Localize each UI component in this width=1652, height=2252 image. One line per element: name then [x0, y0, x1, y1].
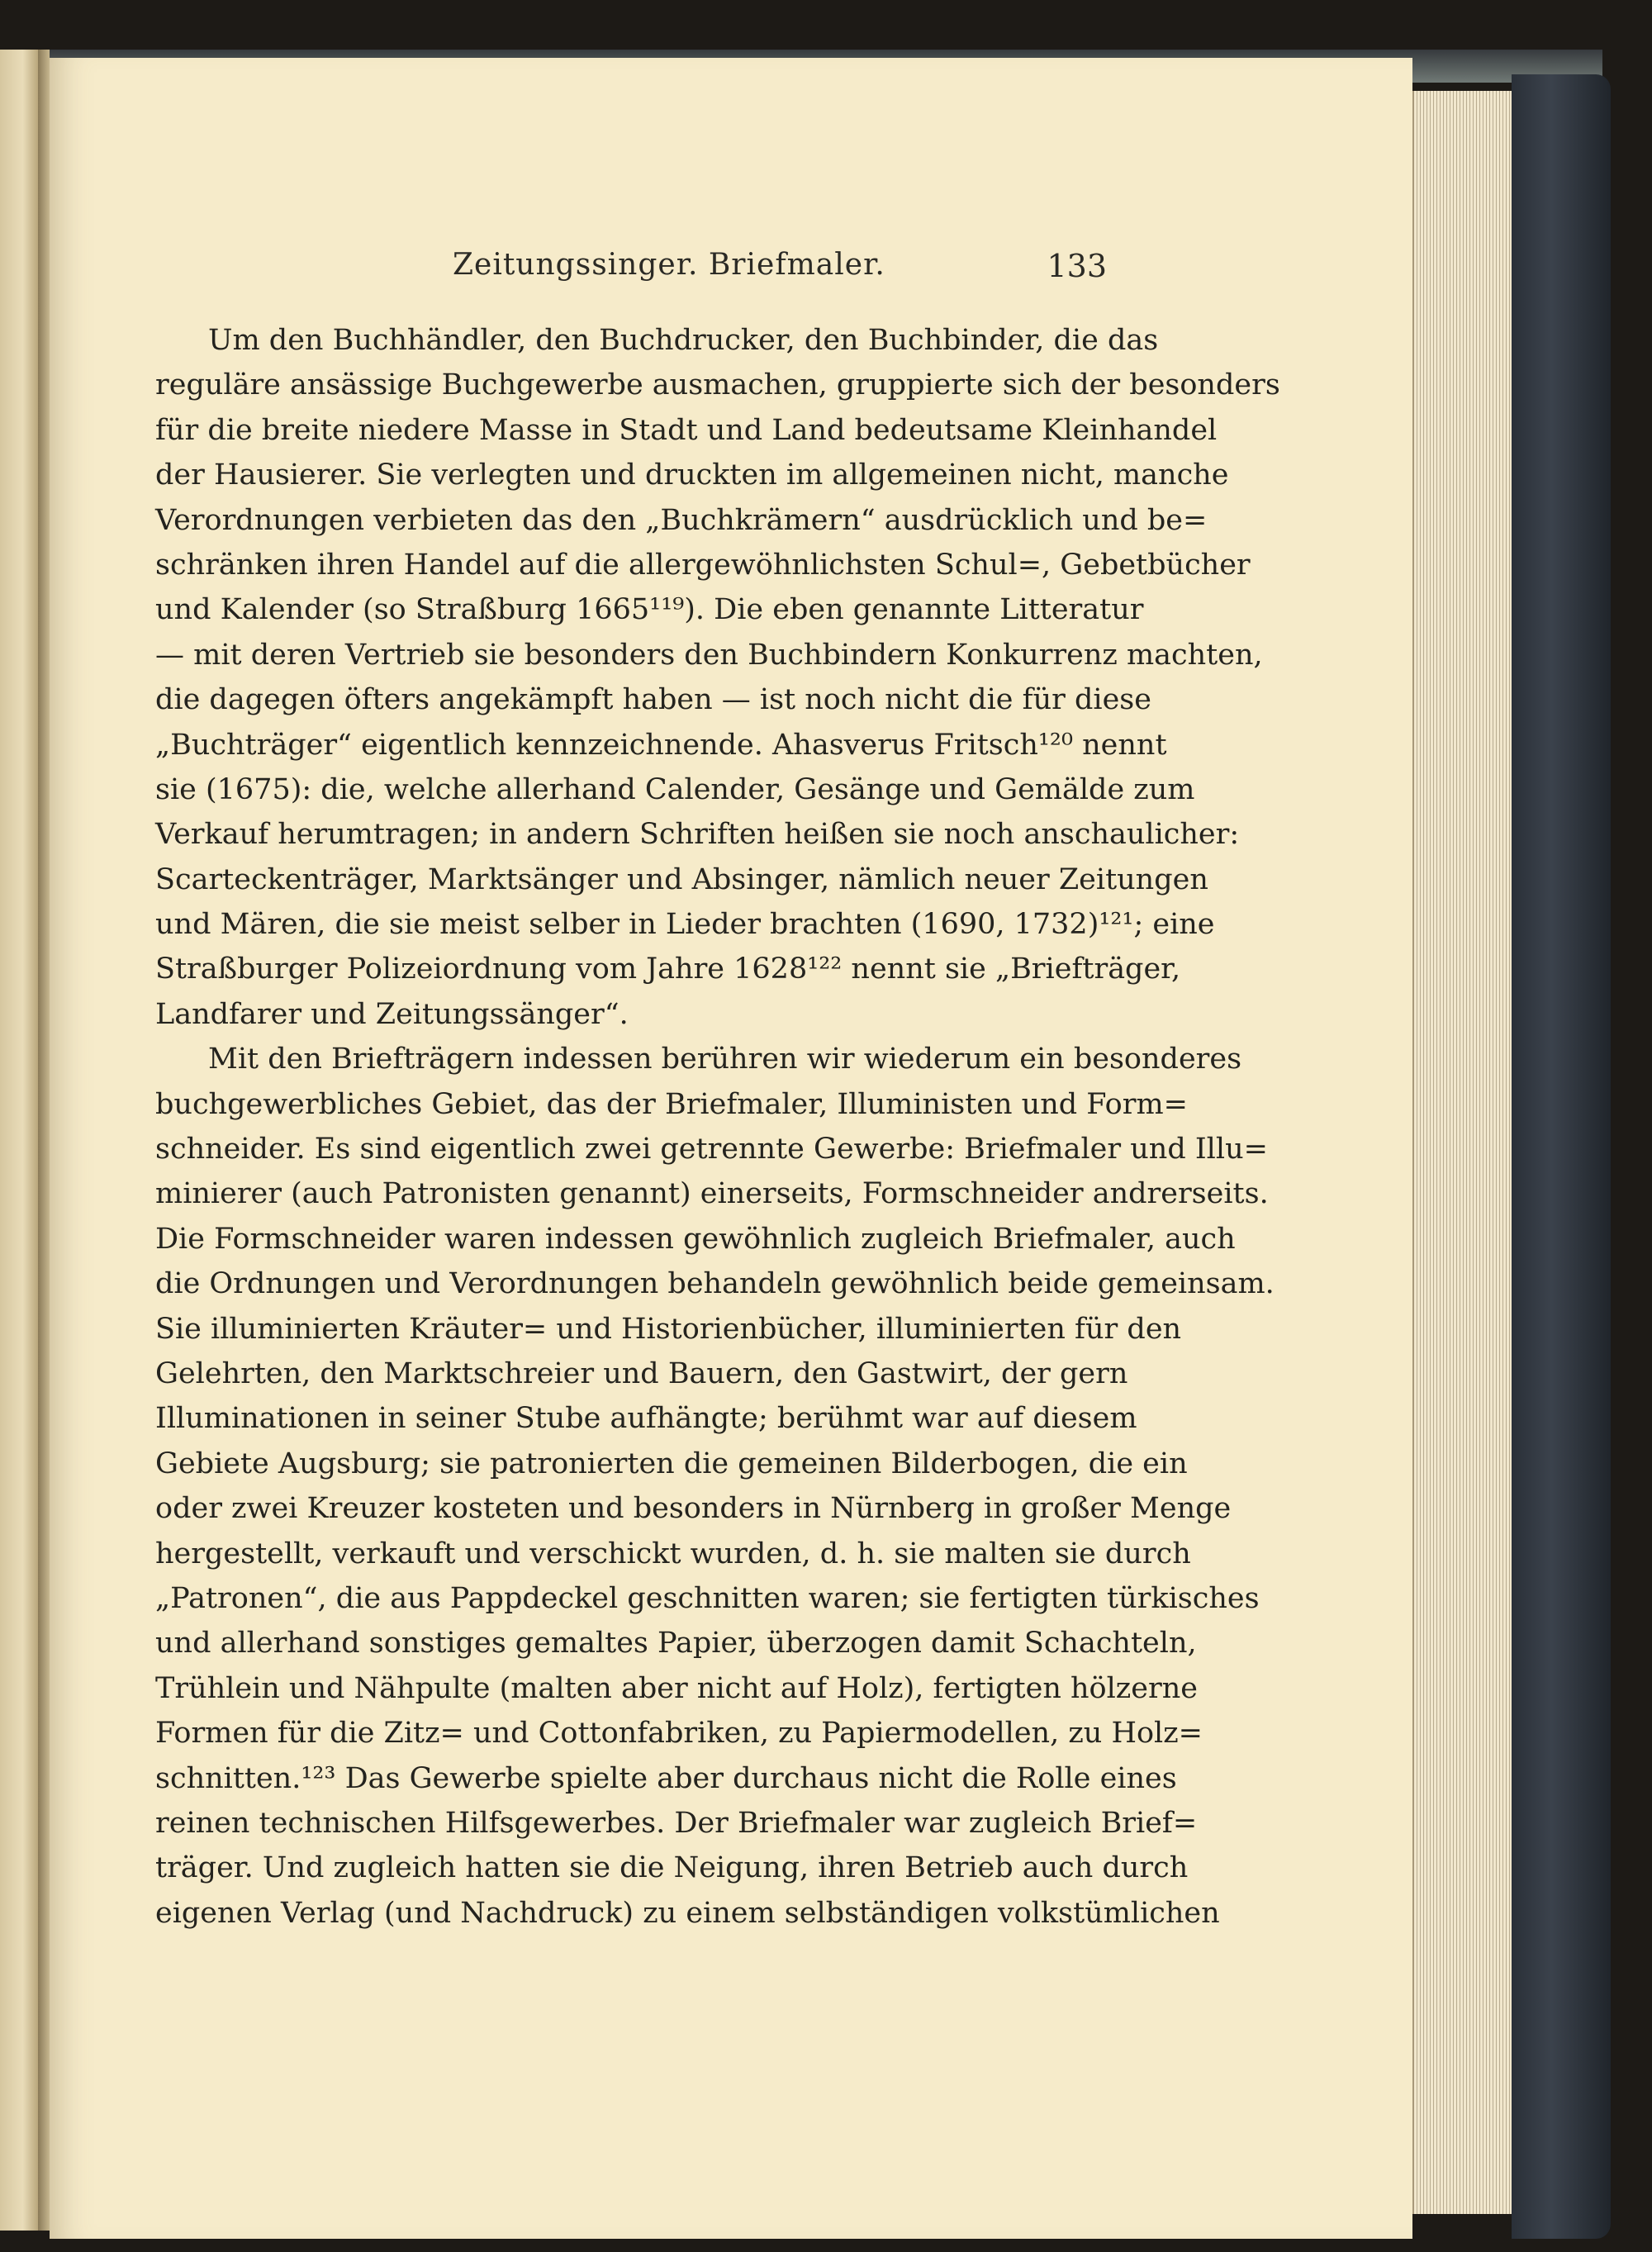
- text-line: und allerhand sonstiges gemaltes Papier, überzogen damit Schachteln,: [155, 1627, 1197, 1660]
- text-line: Verordnungen verbieten das den „Buchkrämern“ ausdrücklich und be=: [155, 503, 1208, 537]
- text-line: buchgewerbliches Gebiet, das der Briefmaler, Illuministen und Form=: [155, 1087, 1188, 1121]
- text-line: schneider. Es sind eigentlich zwei getrennte Gewerbe: Briefmaler und Illu=: [155, 1133, 1268, 1166]
- text-line: Mit den Briefträgern indessen berühren wir wiederum ein besonderes: [208, 1043, 1242, 1076]
- text-line: für die breite niedere Masse in Stadt und Land bedeutsame Kleinhandel: [155, 413, 1218, 447]
- book-cover-spine: [1512, 74, 1611, 2239]
- book-gutter: [38, 50, 50, 2231]
- text-line: hergestellt, verkauft und verschickt wurden, d. h. sie malten sie durch: [155, 1537, 1191, 1570]
- text-line: Landfarer und Zeitungssänger“.: [155, 997, 629, 1031]
- text-line: der Hausierer. Sie verlegten und druckten im allgemeinen nicht, manche: [155, 458, 1229, 492]
- left-page-edge: [0, 50, 40, 2231]
- running-head: [155, 248, 1107, 297]
- text-line: Sie illuminierten Kräuter= und Historienbücher, illuminierten für den: [155, 1312, 1182, 1346]
- text-line: Um den Buchhändler, den Buchdrucker, den Buchbinder, die das: [208, 324, 1159, 357]
- text-line: reinen technischen Hilfsgewerbes. Der Briefmaler war zugleich Brief=: [155, 1806, 1198, 1840]
- text-line: die dagegen öfters angekämpft haben — ist noch nicht die für diese: [155, 683, 1151, 717]
- text-line: träger. Und zugleich hatten sie die Neigung, ihren Betrieb auch durch: [155, 1851, 1189, 1885]
- text-line: Die Formschneider waren indessen gewöhnlich zugleich Briefmaler, auch: [155, 1222, 1236, 1256]
- text-line: eigenen Verlag (und Nachdruck) zu einem selbständigen volkstümlichen: [155, 1896, 1220, 1930]
- text-line: — mit deren Vertrieb sie besonders den Buchbindern Konkurrenz machten,: [155, 638, 1263, 672]
- text-line: Gebiete Augsburg; sie patronierten die gemeinen Bilderbogen, die ein: [155, 1447, 1188, 1480]
- text-line: die Ordnungen und Verordnungen behandeln gewöhnlich beide gemeinsam.: [155, 1267, 1275, 1301]
- body-text: [155, 318, 1280, 1936]
- text-line: sie (1675): die, welche allerhand Calender, Gesänge und Gemälde zum: [155, 772, 1195, 806]
- text-line: Formen für die Zitz= und Cottonfabriken, zu Papiermodellen, zu Holz=: [155, 1717, 1203, 1751]
- text-line: Straßburger Polizeiordnung vom Jahre 1628¹²² nennt sie „Briefträger,: [155, 953, 1181, 986]
- text-line: oder zwei Kreuzer kosteten und besonders in Nürnberg in großer Menge: [155, 1492, 1232, 1526]
- text-line: und Kalender (so Straßburg 1665¹¹⁹). Die eben genannte Litteratur: [155, 593, 1144, 627]
- text-line: minierer (auch Patronisten genannt) einerseits, Formschneider andrerseits.: [155, 1177, 1269, 1211]
- text-line: Gelehrten, den Marktschreier und Bauern, den Gastwirt, der gern: [155, 1356, 1128, 1390]
- text-line: reguläre ansässige Buchgewerbe ausmachen, gruppierte sich der besonders: [155, 368, 1280, 402]
- text-line: schränken ihren Handel auf die allergewöhnlichsten Schul=, Gebetbücher: [155, 548, 1251, 582]
- text-line: Scarteckenträger, Marktsänger und Absinger, nämlich neuer Zeitungen: [155, 862, 1208, 896]
- text-line: Illuminationen in seiner Stube aufhängte; berühmt war auf diesem: [155, 1402, 1137, 1436]
- text-line: „Buchträger“ eigentlich kennzeichnende. Ahasverus Fritsch¹²⁰ nennt: [155, 728, 1167, 762]
- page-block-edges: [1412, 91, 1513, 2214]
- running-title: Zeitungssinger. Briefmaler.: [453, 248, 885, 282]
- text-line: Trühlein und Nähpulte (malten aber nicht auf Holz), fertigten hölzerne: [155, 1671, 1198, 1705]
- text-line: und Mären, die sie meist selber in Lieder brachten (1690, 1732)¹²¹; eine: [155, 908, 1215, 942]
- page-number: 133: [1047, 248, 1107, 284]
- text-line: „Patronen“, die aus Pappdeckel geschnitten waren; sie fertigten türkisches: [155, 1581, 1260, 1615]
- text-line: schnitten.¹²³ Das Gewerbe spielte aber durchaus nicht die Rolle eines: [155, 1761, 1177, 1795]
- text-line: Verkauf herumtragen; in andern Schriften heißen sie noch anschaulicher:: [155, 818, 1240, 852]
